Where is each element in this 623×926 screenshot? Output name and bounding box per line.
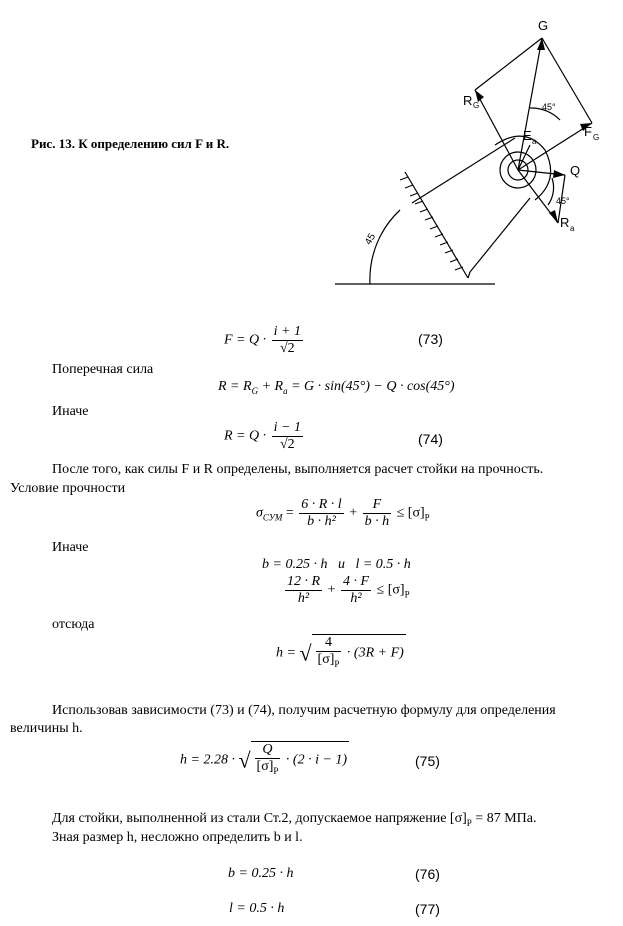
label-ea-sub: a <box>532 137 537 146</box>
equation-h: h = √ $\frac{4}{[\sigma]_P}$ · (3R + F) <box>276 634 406 672</box>
text-hence: отсюда <box>52 617 95 632</box>
label-ra: R <box>560 215 570 230</box>
label-ra-sub: a <box>570 224 575 233</box>
equation-number-75: (75) <box>415 753 440 769</box>
base-angle-arc <box>370 210 400 284</box>
equation-73: F = Q · $\frac{i + 1}{√2}$ <box>224 324 301 356</box>
text-using: Использовав зависимости (73) и (74), получим расчетную формулу для определения величины h. <box>10 703 556 736</box>
label-fg-sub: G <box>593 133 600 142</box>
label-angle-base: 45 <box>363 231 379 247</box>
text-condition: Условие прочности <box>10 481 126 496</box>
equation-number-77: (77) <box>415 901 440 917</box>
equation-number-74: (74) <box>418 431 443 447</box>
equation-number-73: (73) <box>418 331 443 347</box>
text-after: После того, как силы F и R определены, выполняется расчет стойки на прочность. <box>52 462 544 477</box>
text-transverse-force: Поперечная сила <box>52 362 154 377</box>
text-otherwise-1: Иначе <box>52 404 89 419</box>
equation-number-76: (76) <box>415 866 440 882</box>
equation-b-l: b = 0.25 · h и l = 0.5 · h <box>262 557 411 572</box>
arm-lower <box>470 198 530 272</box>
equation-75: h = 2.28 · √ $\frac{Q}{[\sigma]_P}$ · (2 · i − 1) <box>180 741 349 779</box>
figure-caption: Рис. 13. К определению сил F и R. <box>31 136 230 151</box>
label-angle-top: 45° <box>542 102 556 112</box>
equation-76: b = 0.25 · h <box>228 866 294 881</box>
label-fg: F <box>584 124 592 139</box>
force-g <box>518 38 542 170</box>
equation-74: R = Q · $\frac{i - 1}{√2}$ <box>224 420 301 452</box>
force-diagram <box>320 10 620 295</box>
force-rg <box>475 90 518 170</box>
equation-r: $R = R_G + R_a = G \cdot \sin(45^\circ) - Q \cdot \cos(45^\circ)$ <box>218 379 455 396</box>
equation-sigma: $\sigma_{СУМ}$ = $\frac{6 \cdot R \cdot l}{\text{b · h²}}$ + $\frac{F}{b \cdot h}$ ≤ $[\sigma]_P$ <box>256 497 430 529</box>
label-rg-sub: G <box>473 101 480 110</box>
label-g: G <box>538 18 549 33</box>
label-rg: R <box>463 93 473 108</box>
label-q: Q <box>570 163 581 178</box>
label-angle-right: 45° <box>556 196 570 206</box>
text-steel: Для стойки, выполненной из стали Ст.2, допускаемое напряжение $[\sigma]_Р = 87$ МПа. <box>52 811 537 828</box>
text-knowing: Зная размер h, несложно определить b и l. <box>52 830 303 845</box>
label-ea: E <box>523 128 532 143</box>
equation-77: l = 0.5 · h <box>229 901 285 916</box>
text-otherwise-2: Иначе <box>52 540 89 555</box>
equation-inequality: $\frac{12 \cdot R}{\text{h²}}$ + $\frac{4 \cdot F}{\text{h²}}$ ≤ $[\sigma]_P$ <box>287 574 410 606</box>
